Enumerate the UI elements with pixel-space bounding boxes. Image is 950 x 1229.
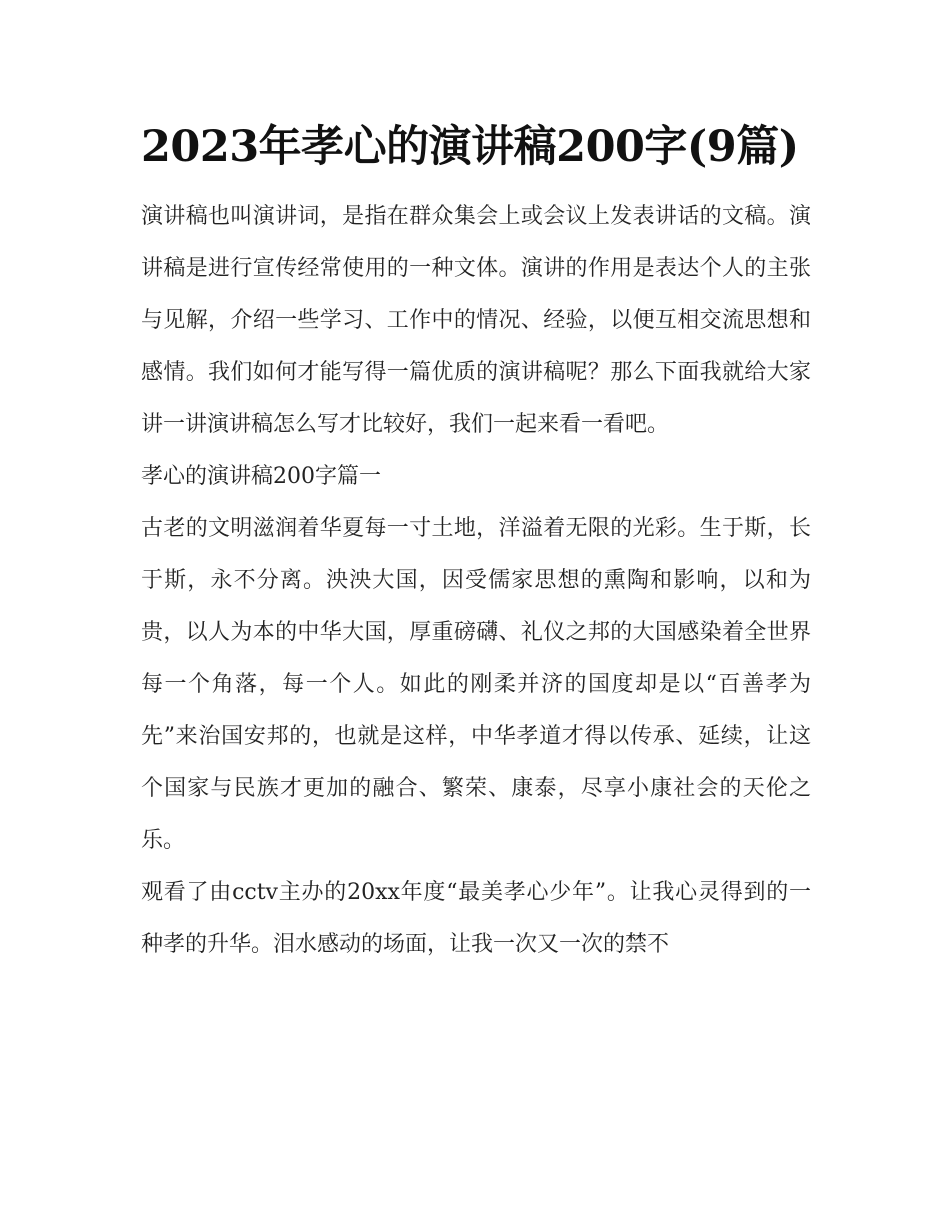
body-paragraph-1: 古老的文明滋润着华夏每一寸土地，洋溢着无限的光彩。生于斯，长于斯，永不分离。泱泱大国，因受儒家思想的熏陶和影响，以和为贵，以人为本的中华大国，厚重磅礴、礼仪之邦的大国感染着全世界每一个角落，每一个人。如此的刚柔并济的国度却是以“百善孝为先”来治国安邦的，也就是这样，中华孝道才得以传承、延续，让这个国家与民族才更加的融合、繁荣、康泰，尽享小康社会的天伦之乐。: [141, 516, 811, 853]
document-title: 2023年孝心的演讲稿200字(9篇): [141, 122, 799, 172]
body-paragraph-2: 观看了由cctv主办的20xx年度“最美孝心少年”。让我心灵得到的一种孝的升华。泪水感动的场面，让我一次又一次的禁不: [141, 880, 811, 957]
document-body: [141, 113, 811, 971]
section-heading: 孝心的演讲稿200字篇一: [141, 464, 381, 489]
intro-paragraph: 演讲稿也叫演讲词，是指在群众集会上或会议上发表讲话的文稿。演讲稿是进行宣传经常使用的一种文体。演讲的作用是表达个人的主张与见解，介绍一些学习、工作中的情况、经验，以便互相交流思想和感情。我们如何才能写得一篇优质的演讲稿呢？那么下面我就给大家讲一讲演讲稿怎么写才比较好，我们一起来看一看吧。: [141, 204, 811, 437]
